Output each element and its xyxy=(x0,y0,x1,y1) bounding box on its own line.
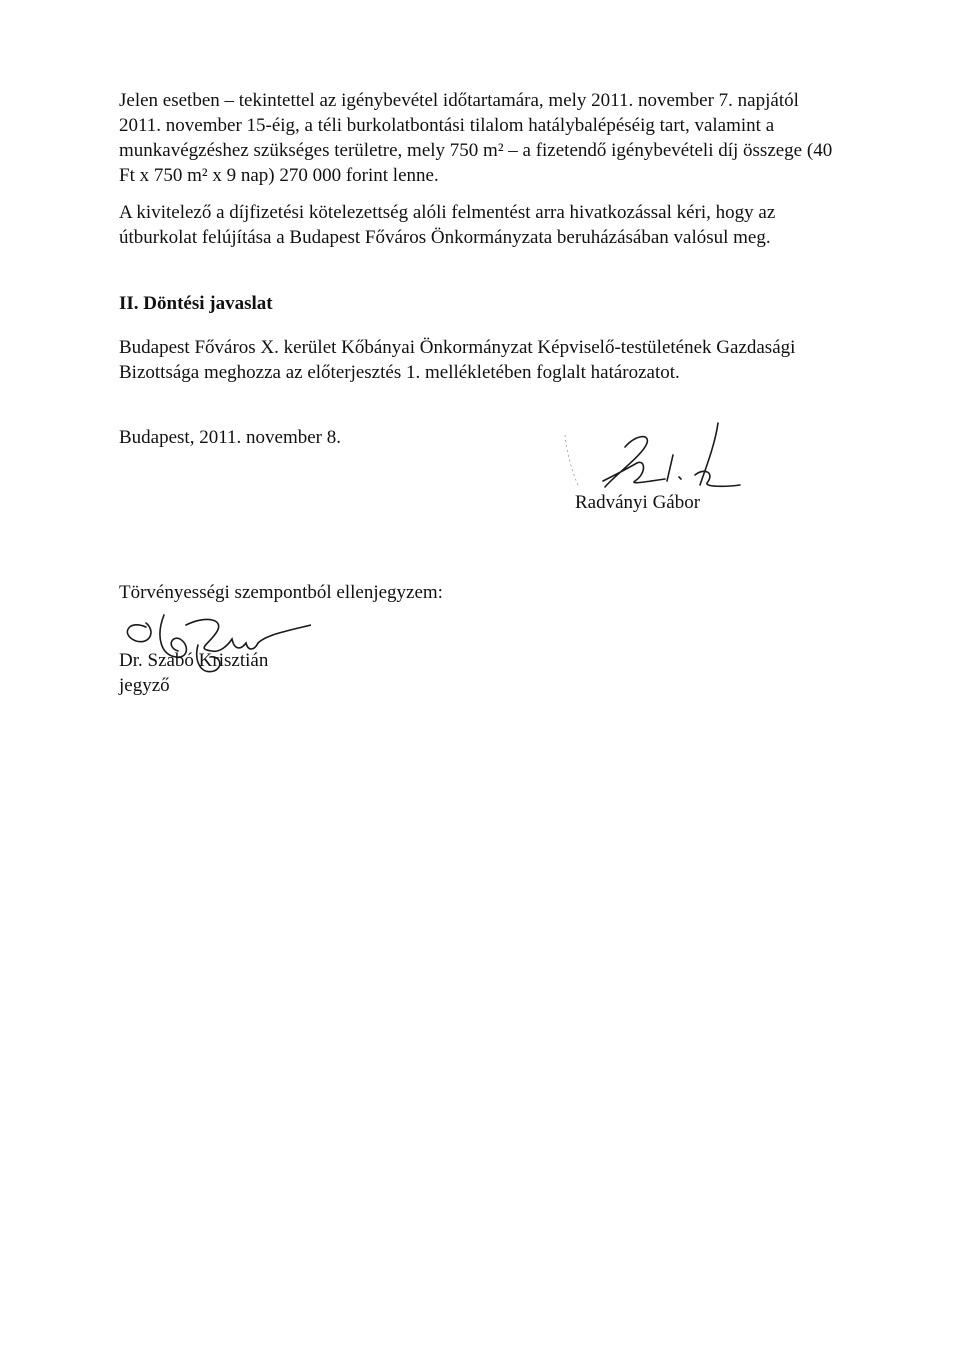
paragraph-proposal xyxy=(119,335,844,385)
signer-name: Radványi Gábor xyxy=(575,492,701,513)
paragraph-line: Ft x 750 m² x 9 nap) 270 000 forint lenne. xyxy=(119,165,439,186)
paragraph-fee-calculation xyxy=(119,88,844,188)
notary-title: jegyző xyxy=(119,675,170,696)
legality-label: Törvényességi szempontból ellenjegyzem: xyxy=(119,582,443,603)
paragraph-line: Bizottsága meghozza az előterjesztés 1. mellékletében foglalt határozatot. xyxy=(119,362,680,383)
paragraph-line: 2011. november 15-éig, a téli burkolatbontási tilalom hatálybalépéséig tart, valamint a xyxy=(119,115,775,136)
paragraph-line: Jelen esetben – tekintettel az igénybevétel időtartamára, mely 2011. november 7. napjától xyxy=(119,90,799,111)
paragraph-line: A kivitelező a díjfizetési kötelezettség alóli felmentést arra hivatkozással kéri, hogy az xyxy=(119,202,776,223)
paragraph-line: munkavégzéshez szükséges területre, mely 750 m² – a fizetendő igénybevételi díj összege (40 xyxy=(119,140,833,161)
section-heading: II. Döntési javaslat xyxy=(119,293,273,314)
date-place: Budapest, 2011. november 8. xyxy=(119,427,341,448)
notary-name: Dr. Szabó Krisztián xyxy=(119,650,269,671)
signature-radvanyi-image xyxy=(555,415,745,500)
paragraph-line: útburkolat felújítása a Budapest Főváros Önkormányzata beruházásában valósul meg. xyxy=(119,227,771,248)
notary-block xyxy=(119,648,419,698)
paragraph-exemption-request xyxy=(119,200,844,250)
paragraph-line: Budapest Főváros X. kerület Kőbányai Önkormányzat Képviselő-testületének Gazdasági xyxy=(119,337,796,358)
